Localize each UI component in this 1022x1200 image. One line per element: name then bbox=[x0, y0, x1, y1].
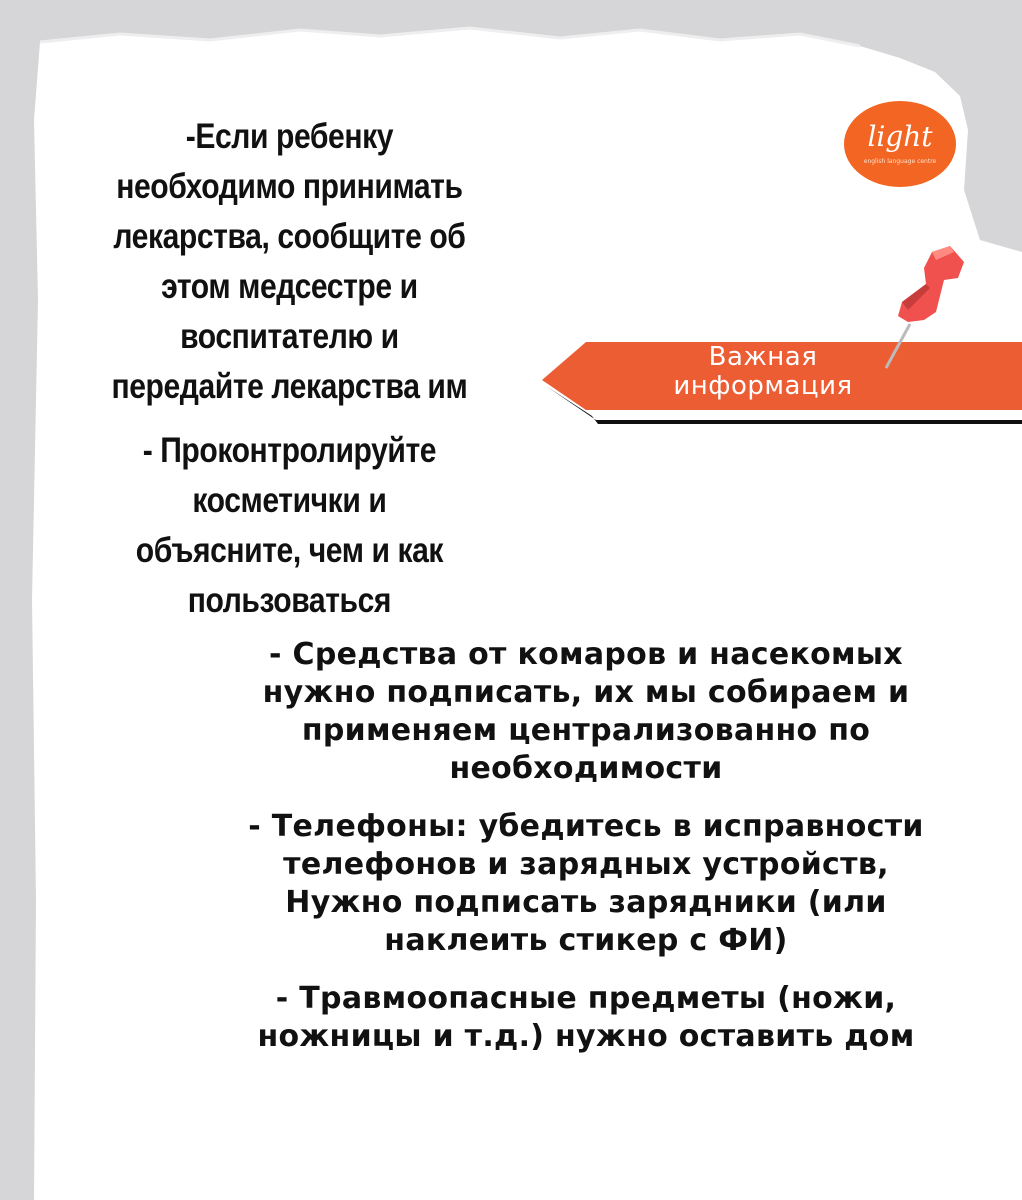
dangerous-items-paragraph bbox=[196, 980, 976, 1056]
banner-line: информация bbox=[673, 371, 853, 401]
text-line: косметички и bbox=[192, 481, 387, 520]
text-line: пользоваться bbox=[187, 581, 392, 620]
text-line: - Средства от комаров и насекомых bbox=[269, 637, 903, 672]
banner-label bbox=[638, 343, 888, 401]
text-line: - Телефоны: убедитесь в исправности bbox=[248, 809, 924, 844]
text-line: необходимости bbox=[449, 751, 723, 786]
text-line: - Проконтролируйте bbox=[142, 431, 437, 470]
phones-paragraph bbox=[196, 808, 976, 960]
text-line: - Травмоопасные предметы (ножи, bbox=[275, 981, 897, 1016]
text-line: Нужно подписать зарядники (или bbox=[285, 885, 887, 920]
repellent-paragraph bbox=[196, 636, 976, 788]
text-line: ножницы и т.д.) нужно оставить дом bbox=[257, 1019, 915, 1054]
text-line: лекарства, сообщите об bbox=[113, 217, 466, 256]
text-line: наклеить стикер с ФИ) bbox=[384, 923, 788, 958]
left-text-block bbox=[40, 112, 539, 636]
text-line: этом медсестре и bbox=[161, 267, 418, 306]
text-line: -Если ребенку bbox=[185, 117, 394, 156]
light-logo bbox=[843, 100, 957, 188]
text-line: необходимо принимать bbox=[116, 167, 463, 206]
text-line: объясните, чем и как bbox=[135, 531, 444, 570]
logo-subtitle: english language centre bbox=[863, 158, 937, 165]
push-pin-icon bbox=[872, 240, 972, 370]
text-line: передайте лекарства им bbox=[111, 367, 468, 406]
right-text-block bbox=[196, 636, 976, 1076]
banner-line: Важная bbox=[708, 342, 818, 372]
text-line: воспитателю и bbox=[180, 317, 399, 356]
medicine-paragraph bbox=[40, 112, 539, 412]
cosmetics-paragraph bbox=[40, 426, 539, 626]
text-line: применяем централизованно по bbox=[301, 713, 871, 748]
logo-text: light bbox=[867, 120, 933, 153]
text-line: нужно подписать, их мы собираем и bbox=[262, 675, 910, 710]
text-line: телефонов и зарядных устройств, bbox=[283, 847, 889, 882]
